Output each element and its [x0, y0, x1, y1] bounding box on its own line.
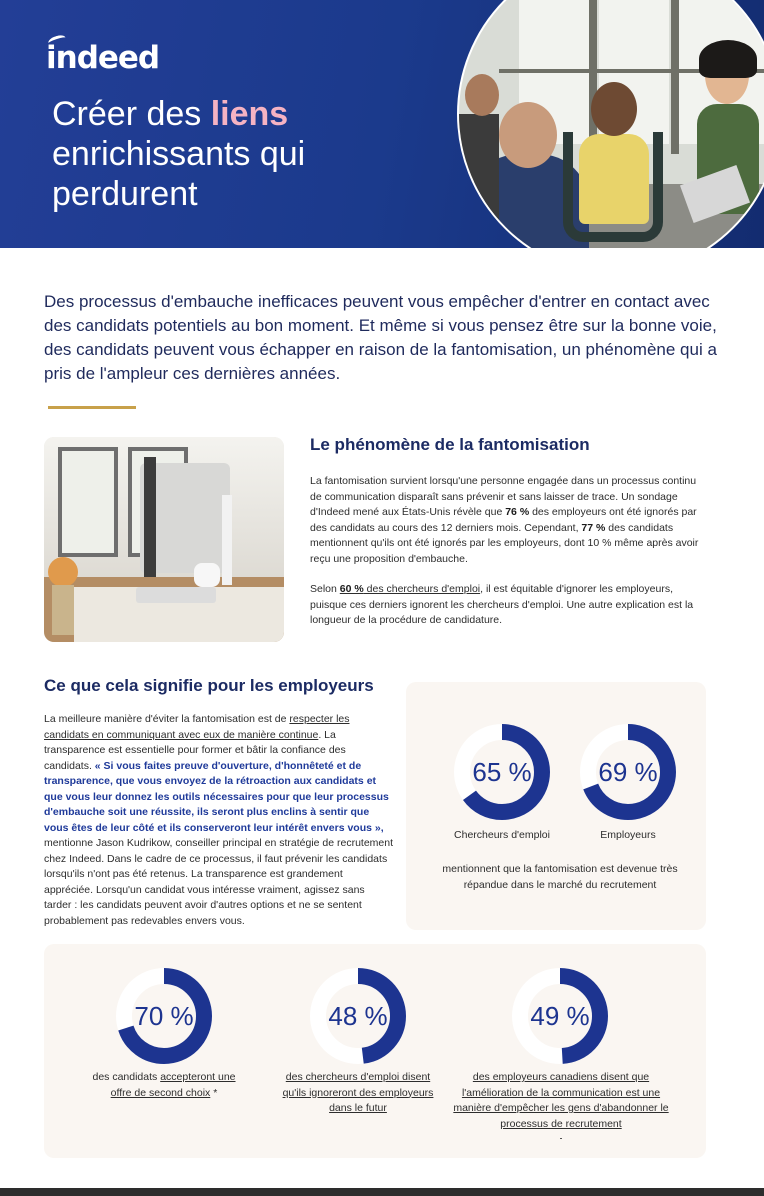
- donut-value: 65 %: [472, 756, 532, 787]
- section2-title: Ce que cela signifie pour les employeurs: [44, 676, 374, 695]
- team-photo: [457, 0, 764, 248]
- ghosting-stats-card: [406, 682, 706, 930]
- stats-caption: mentionnent que la fantomisation est devenue très répandue dans le marché du recrutement: [442, 863, 678, 891]
- title-part2: enrichissants qui perdurent: [52, 135, 306, 213]
- job-seekers-link[interactable]: 60 % des chercheurs d'emploi: [339, 583, 481, 595]
- intro-paragraph: Des processus d'embauche inefficaces peuvent vous empêcher d'entrer en contact avec des candidats potentiels au bon moment. Et même si vous pensez être sur la bonne voie, des candidats peuvent vous échapper en raison de la fantomisation, un phénomène qui a pris de l'ampleur ces dernières années.: [44, 292, 717, 383]
- donut-value: 48 %: [328, 1000, 388, 1031]
- donut-value: 70 %: [134, 1000, 194, 1031]
- donut-caption: Employeurs: [600, 829, 656, 841]
- stat-caption: [276, 1070, 440, 1117]
- indeed-logo[interactable]: [46, 40, 159, 76]
- office-photo: [44, 437, 284, 642]
- section1-paragraph2: Selon 60 % des chercheurs d'emploi, il est équitable d'ignorer les employeurs, puisque ces derniers ignorent les chercheurs d'emploi. Une autre explication est la longueur de la procédure de candidature.: [310, 583, 694, 626]
- donut-chart: [510, 966, 610, 1066]
- kudrikow-quote: « Si vous faites preuve d'ouverture, d'honnêteté et de transparence, que vous envoyez de la rétroaction aux candidats et que vous leur donnez les outils nécessaires pour que leur processus d'embauche soit une réussite, ils seront plus enclins à sentir que vous êtes de leur côté et ils conserveront leur intérêt envers vous »,: [44, 759, 389, 834]
- job-seekers-ignore-link[interactable]: des chercheurs d'emploi disent qu'ils ignoreront des employeurs dans le futur: [282, 1071, 434, 1114]
- stat-caption: [452, 1070, 670, 1132]
- section1-title: Le phénomène de la fantomisation: [310, 435, 590, 454]
- title-accent: liens: [210, 95, 289, 133]
- donut-chart: [578, 722, 678, 822]
- section1-body: [310, 474, 708, 629]
- donut-chart: [114, 966, 214, 1066]
- stat-caption: des candidats accepteront une offre de second choix *: [92, 1071, 236, 1099]
- footer-bar: [0, 1188, 764, 1196]
- canadian-employers-link[interactable]: des employeurs canadiens disent que l'amélioration de la communication est une manière d'empêcher les gens d'abandonner le processus de recrutement: [453, 1071, 669, 1130]
- gold-divider: [48, 406, 136, 409]
- section1-paragraph1: La fantomisation survient lorsqu'une personne engagée dans un processus continu de communication disparaît sans prévenir et sans laisser de trace. Un sondage d'Indeed mené aux États-Unis révèle que 76 % des employeurs ont été ignorés par des candidats au cours des 12 derniers mois. Cependant, 77 % des candidats mentionnent qu'ils ont été ignorés par les employeurs, dont 10 % même après avoir reçu une proposition d'embauche.: [310, 475, 699, 565]
- dash-mark: [560, 1138, 562, 1139]
- donut-caption: Chercheurs d'emploi: [454, 829, 550, 841]
- logo-text: indeed: [46, 40, 160, 76]
- title-part1: Créer des: [52, 95, 211, 133]
- section2-body: La meilleure manière d'éviter la fantomisation est de respecter les candidats en communiquant avec eux de manière continue. La transparence est essentielle pour former et bâtir la confiance des candidats. « Si vous faites preuve d'ouverture, d'honnêteté et de transparence, que vous envoyez de la rétroaction aux candidats et que vous leur donnez les outils nécessaires pour que leur processus d'embauche soit une réussite, ils seront plus enclins à sentir que vous êtes de leur côté et ils conserveront leur intérêt envers vous », mentionne Jason Kudrikow, conseiller principal en stratégie de recrutement chez Indeed. Dans le cadre de ce processus, il faut prévenir les candidats lorsqu'ils n'ont pas été retenus. La transparence est grandement appréciée. Lorsqu'un candidat vous intéresse vraiment, agissez sans tarder : les candidats peuvent avoir d'autres options et ne se sentent probablement pas redevables envers vous.: [44, 713, 394, 927]
- donut-value: 49 %: [530, 1000, 590, 1031]
- header-banner: [0, 0, 764, 248]
- donut-chart: [452, 722, 552, 822]
- second-choice-link[interactable]: accepteront une offre de second choix: [110, 1071, 236, 1099]
- donut-chart: [308, 966, 408, 1066]
- donut-value: 69 %: [598, 756, 658, 787]
- respect-candidates-link[interactable]: respecter les candidats en communiquant avec eux de manière continue: [44, 713, 350, 741]
- page-title: [52, 94, 432, 214]
- bottom-stats-card: [44, 944, 706, 1158]
